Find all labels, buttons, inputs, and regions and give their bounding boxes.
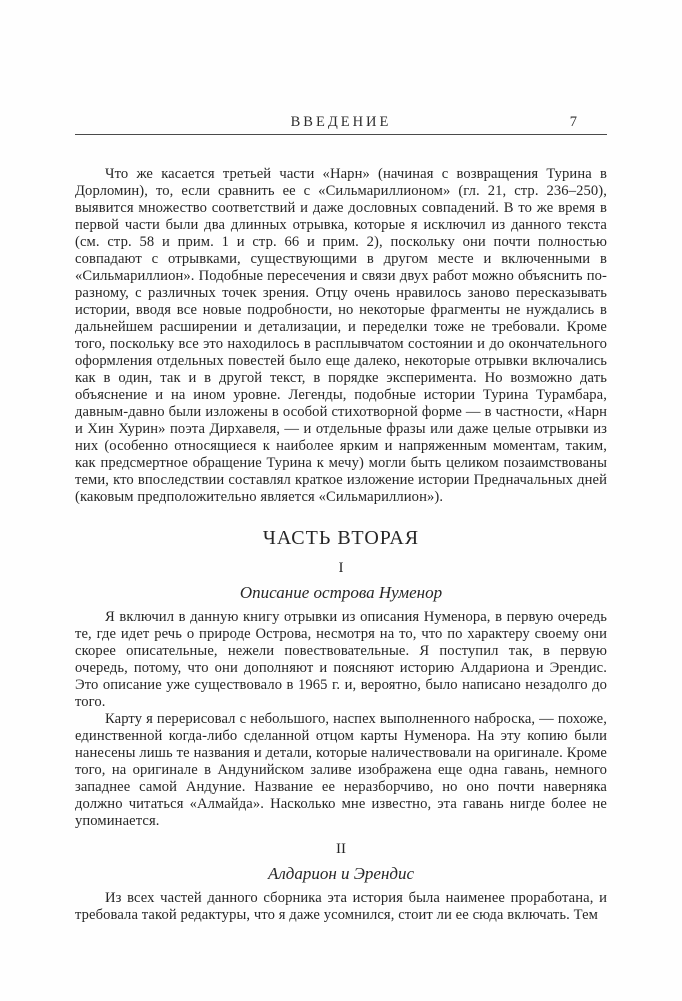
text-block <box>75 166 607 924</box>
running-head-title: ВВЕДЕНИЕ <box>290 114 392 130</box>
section-numenor-paragraph-2: Карту я перерисовал с небольшого, наспех выполненного наброска, — похоже, единственной когда-либо сделанной отцом карты Нуменора. На эту копию были нанесены лишь те названия и детали, которые наличествовали на оригинале. Кроме того, на оригинале в Андунийском заливе изображена еще одна гавань, немного западнее самой Андуние. Название ее неразборчиво, но оно почти наверняка должно читаться «Алмайда». Насколько мне известно, эта гавань нигде более не упоминается. <box>75 711 607 829</box>
section-numenor-numeral: I <box>338 560 344 576</box>
section-numenor <box>75 560 607 830</box>
section-aldarion-numeral: II <box>336 841 346 857</box>
section-aldarion-paragraph-1: Из всех частей данного сборника эта история была наименее проработана, и требовала такой редактуры, что я даже усомнился, стоит ли ее сюда включать. Тем <box>75 890 607 923</box>
running-head <box>75 113 607 135</box>
page-number: 7 <box>569 114 577 130</box>
intro-paragraph: Что же касается третьей части «Нарн» (начиная с возвращения Турина в Дорломин), то, если сравнить ее с «Сильмариллионом» (гл. 21, стр. 236–250), выявится множество соответствий и даже дословных совпадений. В то же время в первой части были два длинных отрывка, которые я исключил из данного текста (см. стр. 58 и прим. 1 и стр. 66 и прим. 2), поскольку они почти полностью совпадают с отрывками, существующими в другом месте и включенными в «Сильмариллион». Подобные пересечения и связи двух работ можно объяснить по-разному, с различных точек зрения. Отцу очень нравилось заново пересказывать истории, вводя все новые подробности, но некоторые фрагменты не нуждались в дальнейшем расширении и детализации, и переделки тоже не требовали. Кроме того, поскольку все это находилось в расплывчатом состоянии и до окончательного оформления отдельных повестей было еще далеко, некоторые отрывки включались как в один, так и в другой текст, в порядке эксперимента. Но возможно дать объяснение и на ином уровне. Легенды, подобные истории Турина Турамбара, давным-давно были изложены в особой стихотворной форме — в частности, «Нарн и Хин Хурин» поэта Дирхавеля, — и отдельные фразы или даже целые отрывки из них (особенно относящиеся к наиболее ярким и напряженным моментам, таким, как предсмертное обращение Турина к мечу) могли быть целиком позаимствованы теми, кто впоследствии составлял краткое изложение истории Предначальных дней (каковым предположительно является «Сильмариллион»). <box>75 166 607 505</box>
section-numenor-title: Описание острова Нуменор <box>239 583 443 602</box>
section-numenor-paragraph-1: Я включил в данную книгу отрывки из описания Нуменора, в первую очередь те, где идет речь о природе Острова, несмотря на то, что по характеру своему они скорее описательные, нежели повествовательные. Я поступил так, в первую очередь, потому, что они дополняют и поясняют историю Алдариона и Эрендис. Это описание уже существовало в 1965 г. и, вероятно, было написано незадолго до того. <box>75 609 607 710</box>
section-aldarion-title: Алдарион и Эрендис <box>267 864 415 883</box>
part-heading: ЧАСТЬ ВТОРАЯ <box>262 527 420 549</box>
section-aldarion <box>75 841 607 924</box>
